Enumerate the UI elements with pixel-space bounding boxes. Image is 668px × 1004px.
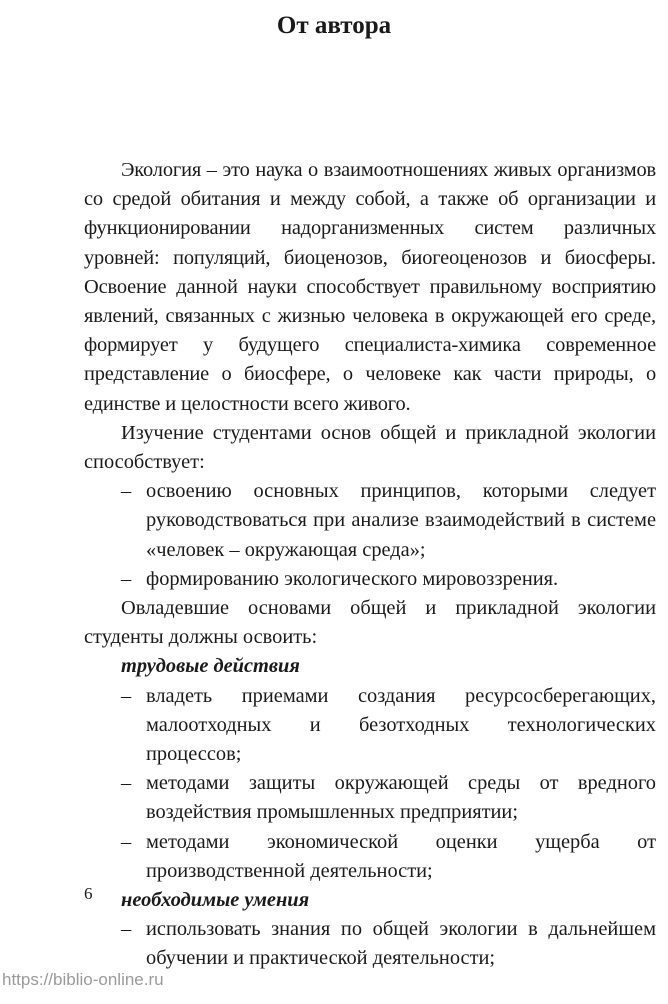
list-dash: – xyxy=(121,830,132,853)
list-dash: – xyxy=(121,567,132,590)
page-title: От автора xyxy=(276,12,392,39)
study-paragraph: Изучение студентами основ общей и прикладной экологии способствует: xyxy=(84,421,656,474)
list-dash: – xyxy=(121,684,132,707)
list-item-text: владеть приемами создания ресурсосберегающих, малоотходных и безотходных технологических процессов; xyxy=(146,684,656,766)
list-item xyxy=(84,828,656,886)
intro-paragraph: Экология – это наука о взаимоотношениях живых организмов со средой обитания и между собой, а также об организации и функционировании надорганизменных систем различных уровней: популяций, биоценозов, биогеоценозов и биосферы. Освоение данной науки способствует правильному восприятию явлений, связанных с жизнью человека в окружающей его среде, формирует у будущего специалиста-химика современное представление о биосфере, о человеке как части природы, о единстве и целостности всего живого. xyxy=(84,159,656,415)
outcomes-paragraph: Овладевшие основами общей и прикладной экологии студенты должны освоить: xyxy=(84,597,656,649)
section-heading-skills: необходимые умения xyxy=(121,889,310,912)
list-item xyxy=(84,565,656,594)
list-item-text: методами защиты окружающей среды от вредного воздействия промышленных предприятии; xyxy=(146,772,656,824)
list-item xyxy=(84,682,656,770)
list-item-text: освоению основных принципов, которыми следует руководствоваться при анализе взаимодействий в системе «человек – окружающая среда»; xyxy=(146,480,656,561)
list-item xyxy=(84,477,656,565)
list-item-text: формированию экологического мировоззрения. xyxy=(146,567,559,590)
list-dash: – xyxy=(121,480,132,503)
list-item-text: методами экономической оценки ущерба от производственной деятельности; xyxy=(146,830,656,882)
main-text xyxy=(84,156,656,974)
list-dash: – xyxy=(121,772,132,795)
watermark-url: https://biblio-online.ru xyxy=(2,970,164,989)
list-item xyxy=(84,915,656,973)
list-item-text: использовать знания по общей экологии в дальнейшем обучении и практической деятельности; xyxy=(146,918,656,970)
list-dash: – xyxy=(121,918,132,941)
section-heading-actions: трудовые действия xyxy=(121,655,300,678)
list-item xyxy=(84,769,656,827)
page-number: 6 xyxy=(84,884,93,903)
